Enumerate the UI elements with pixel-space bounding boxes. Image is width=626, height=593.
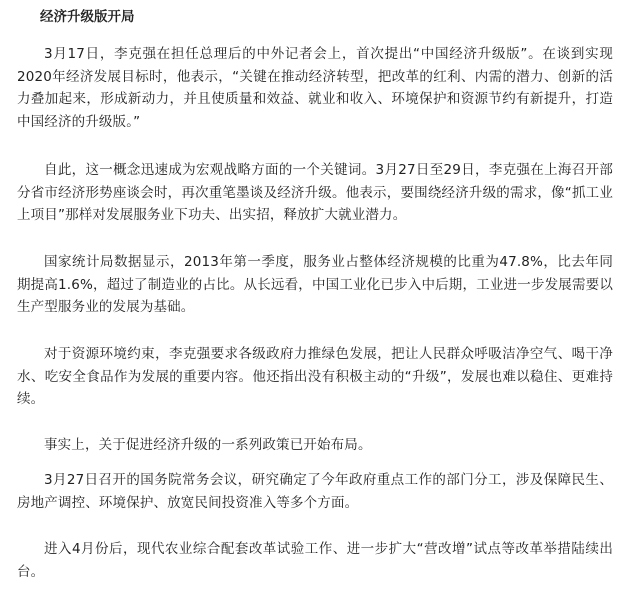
article-paragraph: 3月17日，李克强在担任总理后的中外记者会上，首次提出“中国经济升级版”。在谈到实现2020年经济发展目标时，他表示，“关键在推动经济转型，把改革的红利、内需的潜力、创新的活力叠加起来，形成新动力，并且使质量和效益、就业和收入、环境保护和资源节约有新提升，打造中国经济的升级版。”: [17, 46, 613, 131]
article-paragraph: 进入4月份后，现代农业综合配套改革试验工作、进一步扩大“营改增”试点等改革举措陆续出台。: [17, 541, 613, 580]
article-paragraph: 对于资源环境约束，李克强要求各级政府力推绿色发展，把让人民群众呼吸洁净空气、喝干净水、吃安全食品作为发展的重要内容。他还指出没有积极主动的“升级”，发展也难以稳住、更难持续。: [17, 346, 613, 408]
article-title: 经济升级版开局: [40, 9, 135, 25]
article-paragraph: 国家统计局数据显示，2013年第一季度，服务业占整体经济规模的比重为47.8%，比去年同期提高1.6%，超过了制造业的占比。从长远看，中国工业化已步入中后期，工业进一步发展需要以生产型服务业的发展为基础。: [17, 254, 613, 316]
article-paragraph: 3月27日召开的国务院常务会议，研究确定了今年政府重点工作的部门分工，涉及保障民生、房地产调控、环境保护、放宽民间投资准入等多个方面。: [17, 472, 613, 511]
article-paragraph: 自此，这一概念迅速成为宏观战略方面的一个关键词。3月27日至29日，李克强在上海召开部分省市经济形势座谈会时，再次重笔墨谈及经济升级。他表示，要围绕经济升级的需求，像“抓工业上项目”那样对发展服务业下功夫、出实招，释放扩大就业潜力。: [17, 162, 613, 224]
article-paragraph: 事实上，关于促进经济升级的一系列政策已开始布局。: [44, 437, 372, 453]
